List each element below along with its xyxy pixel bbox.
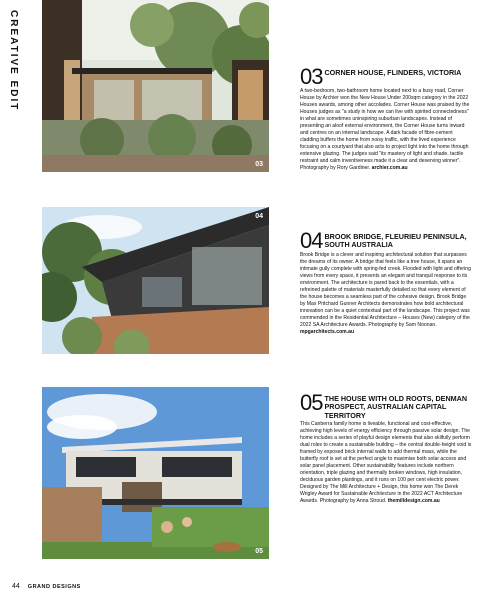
entry-corner-house [300,64,472,172]
entry-link[interactable]: themilldesign.com.au [387,498,440,505]
magazine-name: GRAND DESIGNS [27,584,81,590]
photo-brook-bridge [42,207,269,354]
page-number: 44 [12,583,20,590]
photo-house-old-roots [42,387,269,559]
entry-link[interactable]: mpgarchitects.com.au [300,329,355,335]
page-footer [12,583,81,590]
entry-title: THE HOUSE WITH OLD ROOTS, DENMAN PROSPECT, AUSTRALIAN CAPITAL TERRITORY [324,394,468,420]
entry-number: 05 [300,390,323,415]
entry-link[interactable]: archier.com.au [371,165,408,171]
entry-header [300,64,472,89]
photo-brook-bridge-image [42,207,269,354]
photo-house-old-roots-image [42,387,269,559]
entry-number: 03 [300,64,323,89]
entry-house-old-roots [300,390,472,505]
entry-title: CORNER HOUSE, FLINDERS, VICTORIA [324,68,462,77]
entry-header [300,390,472,420]
photo-number: 03 [255,161,263,168]
entry-header [300,228,472,253]
entry-body-text: Brook Bridge is a clever and inspiring architectural solution that surpasses the dreams of its owner. A bridge that feels like a tree house, it spans an intimate gully complete with spring-fed creek. Flooded with light and offering views from every space, it presents an elegant and tranquil response to its environment. The architecture is pared back to the essentials, with a refreined palette of materials masterfully detailed so that every element of the house becomes a seamless part of the cohesive design. Brook Bridge by Max Pritchard Gunner Architects demonstrates how bold architectural innovation can be a quiet contextual part of the landscape. This project was commended in the Residential Architecture – Houses (New) category of the 2022 SA Architecture Awards. Photography by Sam Noonan. [300,252,471,328]
entry-brook-bridge [300,228,472,336]
photo-number: 04 [255,213,263,220]
section-label-text: CREATIVE EDIT [8,10,19,112]
section-label [8,10,24,120]
photo-corner-house-image [42,0,269,172]
entry-number: 04 [300,228,323,253]
entry-body [300,421,472,505]
entry-body-text: A two-bedroom, two-bathroom home located next to a busy road, Corner House by Archier won the New House Under 200sqm category in the 2022 Houses awards, among other accolades. Corner House was praised by the Houses judges as "a study in how we can live with spirited connectedness" in what are sometimes uninspiring suburban landscapes. Instead of presenting an aloof external environment, the Corner House turns inward and centres on an internal landscape. A dark facade of fibre-cement cladding buffers the home from noisy traffic, with the lived experience focusing on a courtyard that also acts to project light into the home through extensive glazing. The judges said "its mastery of light and shade, tactile restraint and calm inventiveness made it a clear and deserving winner". Photography by Rory Gardiner. [300,88,470,171]
photo-number: 05 [255,548,263,555]
entry-body [300,252,472,336]
entry-title: BROOK BRIDGE, FLEURIEU PENINSULA, SOUTH AUSTRALIA [324,232,467,250]
entry-body-text: This Canberra family home is liveable, functional and cost-effective, achieving high levels of energy efficiency through passive solar design. The home includes a series of playful design elements that also skilfully perform dual roles to create a sustainable building – the central double-height void is framed by exposed brick internal walls to add thermal mass, while the butterfly roof is set at the perfect angle to maximise both solar access and solar panel placement. Other sustainability features include northern orientation, triple glazing and thermally broken windows, high insulation, deciduous garden plantings, and it runs on 100 per cent electric power. Designed by The Mill Architecture + Design, this home won The Derek Wrigley Award for Sustainable Architecture in the 2022 ACT Architecture Awards. Photography by Anna Stroud. [300,421,472,505]
entry-body [300,88,472,172]
photo-corner-house [42,0,269,172]
